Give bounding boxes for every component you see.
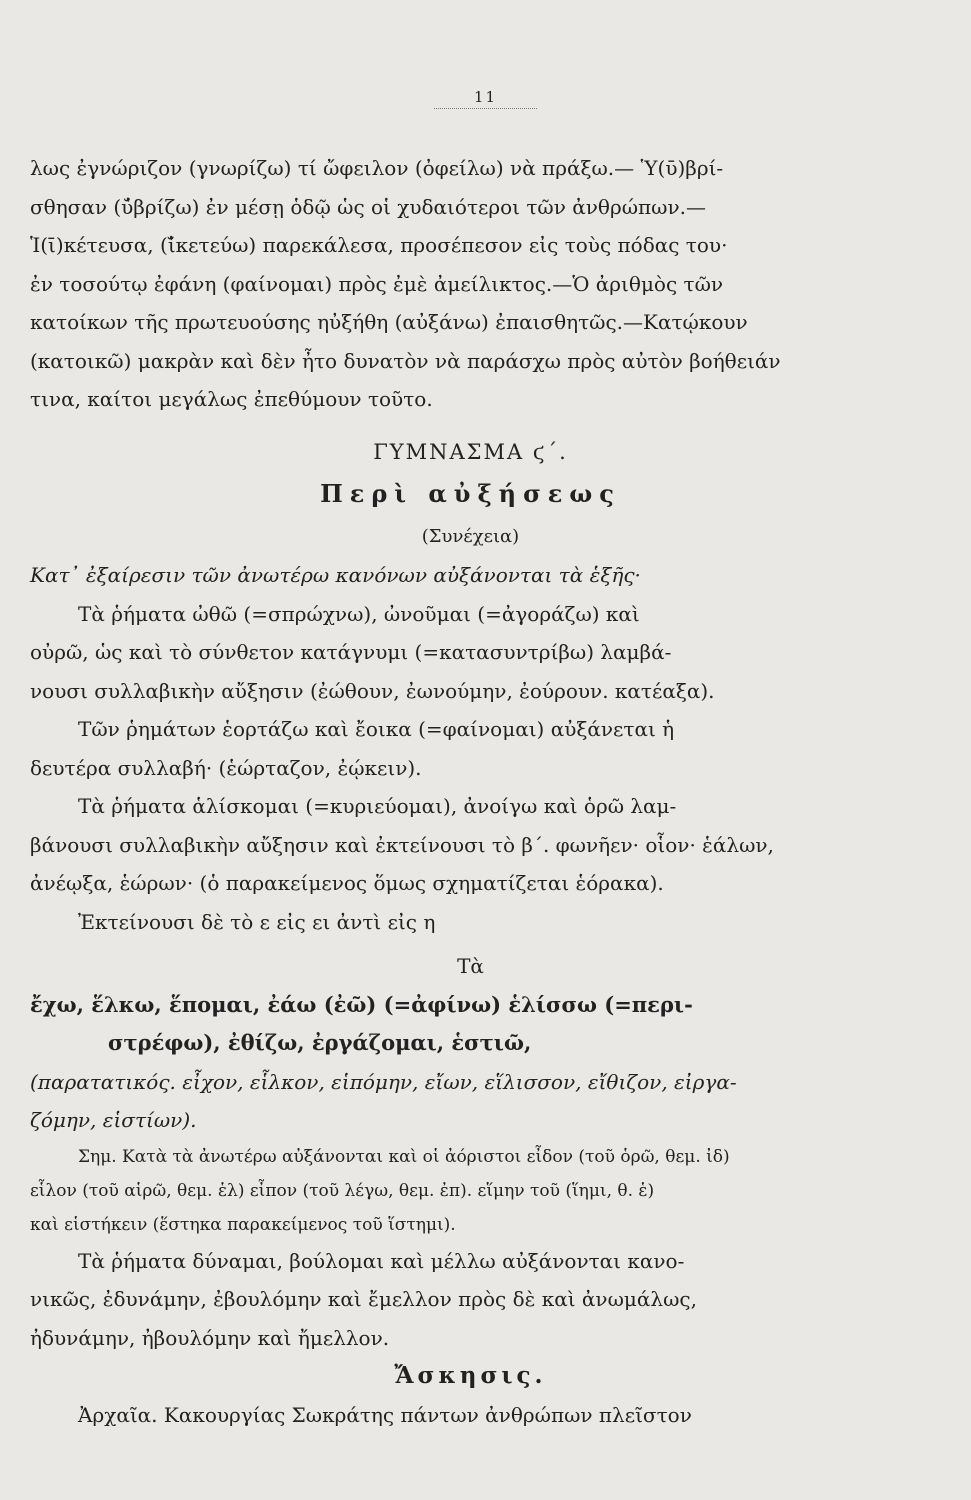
text-line: ἠδυνάμην, ἠβουλόμην καὶ ἤμελλον.	[30, 1325, 390, 1350]
text-line: νουσι συλλαβικὴν αὔξησιν (ἐώθουν, ἐωνούμην, ἐούρουν. κατέαξα).	[30, 678, 715, 703]
final-paragraph	[30, 1242, 911, 1358]
exercise-first-line: Ἀρχαῖα. Κακουργίας Σωκράτης πάντων ἀνθρώπων πλεῖστον	[78, 1402, 692, 1427]
note-line: εἷλον (τοῦ αἱρῶ, θεμ. ἑλ) εἶπον (τοῦ λέγω, θεμ. ἐπ). εἵμην τοῦ (ἵημι, θ. ἑ)	[30, 1180, 655, 1201]
note-block	[30, 1140, 911, 1242]
text-line: (παρατατικός. εἶχον, εἷλκον, εἱπόμην, εἴων, εἵλισσον, εἴθιζον, εἰργα-	[30, 1069, 737, 1094]
verb-list	[30, 986, 911, 1063]
text-line: Τὰ ῥήματα δύναμαι, βούλομαι καὶ μέλλω αὐξάνονται κανο-	[78, 1248, 685, 1273]
text-line: Τὰ ῥήματα ὠθῶ (=σπρώχνω), ὠνοῦμαι (=ἀγοράζω) καὶ	[78, 601, 640, 626]
exercise-title: Ἄσκησις.	[394, 1362, 547, 1389]
text-line: Τὰ ῥήματα ἁλίσκομαι (=κυριεύομαι), ἀνοίγω καὶ ὁρῶ λαμ-	[78, 794, 677, 818]
opening-paragraph	[30, 149, 911, 419]
text-line: ἀνέῳξα, ἑώρων· (ὁ παρακείμενος ὅμως σχηματίζεται ἑόρακα).	[30, 871, 664, 895]
text-line: στρέφω), ἐθίζω, ἐργάζομαι, ἑστιῶ,	[108, 1030, 532, 1055]
section-subtitle: (Συνέχεια)	[421, 525, 520, 547]
text-line: κατοίκων τῆς πρωτευούσης ηὐξήθη (αὐξάνω) ἐπαισθητῶς.—Κατῴκουν	[30, 310, 748, 334]
imperfect-forms	[30, 1063, 911, 1140]
text-line: Τῶν ῥημάτων ἑορτάζω καὶ ἔοικα (=φαίνομαι) αὐξάνεται ἡ	[78, 717, 675, 741]
note-line: καὶ εἱστήκειν (ἕστηκα παρακείμενος τοῦ ἵστημι).	[30, 1214, 456, 1235]
note-line: Σημ. Κατὰ τὰ ἀνωτέρω αὐξάνονται καὶ οἱ ἀόριστοι εἶδον (τοῦ ὁρῶ, θεμ. ἰδ)	[78, 1146, 730, 1167]
text-line: ἐν τοσούτῳ ἐφάνη (φαίνομαι) πρὸς ἐμὲ ἀμείλικτος.—Ὁ ἀριθμὸς τῶν	[30, 271, 724, 296]
text-line: ἔχω, ἕλκω, ἕπομαι, ἐάω (ἐῶ) (=ἀφίνω) ἑλίσσω (=περι-	[30, 991, 693, 1017]
text-line: Κατ᾽ ἐξαίρεσιν τῶν ἀνωτέρω κανόνων αὐξάνονται τὰ ἑξῆς·	[30, 563, 641, 587]
text-line: οὐρῶ, ὡς καὶ τὸ σύνθετον κατάγνυμι (=κατασυντρίβω) λαμβά-	[30, 640, 672, 664]
text-line: τινα, καίτοι μεγάλως ἐπεθύμουν τοῦτο.	[30, 387, 433, 411]
section-title: Περὶ αὐξήσεως	[320, 479, 621, 508]
text-line: Ἐκτείνουσι δὲ τὸ ε εἰς ει ἀντὶ εἰς η	[78, 909, 436, 934]
rules-body	[30, 556, 911, 941]
text-line: σθησαν (ῠ̔βρίζω) ἐν μέσῃ ὁδῷ ὡς οἱ χυδαιότεροι τῶν ἀνθρώπων.—	[30, 194, 706, 219]
centered-word: Τὰ	[457, 954, 484, 978]
text-line: Ἱ(ῑ)κέτευσα, (ἱ̆κετεύω) παρεκάλεσα, προσέπεσον εἰς τοὺς πόδας του·	[30, 233, 728, 257]
text-line: δευτέρα συλλαβή· (ἑώρταζον, ἐῴκειν).	[30, 755, 422, 780]
exercise-heading: ΓΥΜΝΑΣΜΑ ϛ΄.	[373, 439, 568, 464]
text-line: (κατοικῶ) μακρὰν καὶ δὲν ἦτο δυνατὸν νὰ παράσχω πρὸς αὐτὸν βοήθειάν	[30, 348, 781, 373]
page-number: 11	[60, 88, 911, 109]
text-line: λως ἐγνώριζον (γνωρίζω) τί ὤφειλον (ὀφείλω) νὰ πράξω.— Ὑ(ῡ)βρί-	[30, 156, 724, 180]
text-line: νικῶς, ἐδυνάμην, ἐβουλόμην καὶ ἔμελλον πρὸς δὲ καὶ ἀνωμάλως,	[30, 1287, 697, 1311]
text-line: βάνουσι συλλαβικὴν αὔξησιν καὶ ἐκτείνουσι τὸ β΄. φωνῆεν· οἷον· ἑάλων,	[30, 832, 774, 857]
text-line: ζόμην, εἱστίων).	[30, 1108, 197, 1132]
